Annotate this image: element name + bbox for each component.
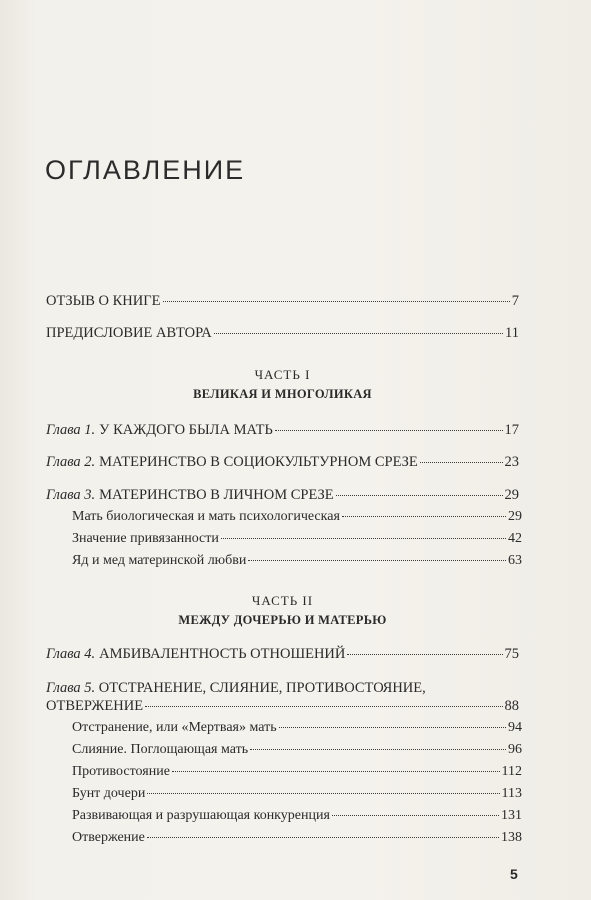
part-title: МЕЖДУ ДОЧЕРЬЮ И МАТЕРЬЮ [178, 613, 387, 627]
section-title: Слияние. Поглощающая мать [72, 742, 249, 757]
toc-entry-preface[interactable] [46, 324, 519, 342]
dot-leader [221, 534, 506, 539]
section-page: 131 [501, 808, 522, 823]
dot-leader [147, 789, 499, 794]
chapter-title: МАТЕРИНСТВО В ЛИЧНОМ СРЕЗЕ [99, 487, 334, 503]
toc-entry-page: 7 [511, 293, 519, 309]
dot-leader [214, 329, 503, 334]
page-title: ОГЛАВЛЕНИЕ [45, 155, 246, 185]
dot-leader [145, 702, 502, 707]
section-page: 112 [501, 764, 522, 779]
chapter-title: У КАЖДОГО БЫЛА МАТЬ [99, 422, 273, 438]
toc-chapter-2[interactable] [46, 453, 519, 471]
chapter-prefix: Глава 3. [46, 487, 96, 503]
toc-entry-page: 11 [505, 325, 519, 341]
chapter-title: ОТВЕРЖЕНИЕ [46, 698, 144, 714]
toc-section[interactable] [72, 552, 522, 570]
chapter-prefix: Глава 5. [46, 680, 96, 696]
section-page: 63 [508, 553, 522, 568]
section-title: Противостояние [72, 764, 170, 779]
dot-leader [279, 723, 506, 728]
dot-leader [420, 458, 503, 463]
dot-leader [347, 650, 502, 655]
chapter-prefix: Глава 2. [46, 454, 96, 470]
toc-chapter-1[interactable] [46, 421, 519, 439]
section-page: 96 [508, 742, 522, 757]
dot-leader [163, 297, 510, 302]
section-title: Отвержение [72, 830, 145, 845]
section-title: Мать биологическая и мать психологическая [72, 509, 340, 524]
toc-chapter-5-line1[interactable] [46, 679, 519, 697]
part-label: ЧАСТЬ II [251, 593, 314, 608]
toc-chapter-4[interactable] [46, 645, 519, 663]
toc-section[interactable] [72, 719, 522, 737]
chapter-prefix: Глава 1. [46, 422, 96, 438]
dot-leader [336, 491, 503, 496]
toc-section[interactable] [72, 530, 522, 548]
section-title: Развивающая и разрушающая конкуренция [72, 808, 330, 823]
chapter-page: 29 [504, 487, 519, 503]
dot-leader [250, 745, 506, 750]
dot-leader [172, 767, 500, 772]
section-title: Яд и мед материнской любви [72, 553, 247, 568]
part-title: ВЕЛИКАЯ И МНОГОЛИКАЯ [193, 387, 372, 401]
dot-leader [332, 811, 499, 816]
chapter-title: АМБИВАЛЕНТНОСТЬ ОТНОШЕНИЙ [99, 646, 346, 662]
chapter-title: МАТЕРИНСТВО В СОЦИОКУЛЬТУРНОМ СРЕЗЕ [99, 454, 418, 470]
toc-section[interactable] [72, 763, 522, 781]
section-title: Отстранение, или «Мертвая» мать [72, 720, 277, 735]
page-number: 5 [510, 866, 518, 882]
section-title: Бунт дочери [72, 786, 146, 801]
chapter-title: ОТСТРАНЕНИЕ, СЛИЯНИЕ, ПРОТИВОСТОЯНИЕ, [98, 680, 426, 696]
dot-leader [248, 556, 506, 561]
toc-section[interactable] [72, 829, 522, 847]
section-page: 113 [501, 786, 522, 801]
part-label: ЧАСТЬ I [254, 367, 311, 382]
chapter-page: 88 [504, 698, 519, 714]
chapter-page: 75 [504, 646, 519, 662]
section-page: 42 [508, 531, 522, 546]
toc-entry-label: ОТЗЫВ О КНИГЕ [46, 293, 161, 309]
section-page: 29 [508, 509, 522, 524]
toc-entry-review[interactable] [46, 292, 519, 310]
dot-leader [275, 426, 503, 431]
toc-chapter-3[interactable] [46, 486, 519, 504]
chapter-prefix: Глава 4. [46, 646, 96, 662]
toc-entry-label: ПРЕДИСЛОВИЕ АВТОРА [46, 325, 212, 341]
section-page: 94 [508, 720, 522, 735]
section-page: 138 [501, 830, 522, 845]
dot-leader [147, 833, 499, 838]
toc-section[interactable] [72, 807, 522, 825]
section-title: Значение привязанности [72, 531, 219, 546]
toc-section[interactable] [72, 741, 522, 759]
chapter-page: 17 [504, 422, 519, 438]
dot-leader [342, 512, 506, 517]
toc-section[interactable] [72, 508, 522, 526]
toc-chapter-5-line2[interactable] [46, 697, 519, 715]
chapter-page: 23 [504, 454, 519, 470]
toc-section[interactable] [72, 785, 522, 803]
